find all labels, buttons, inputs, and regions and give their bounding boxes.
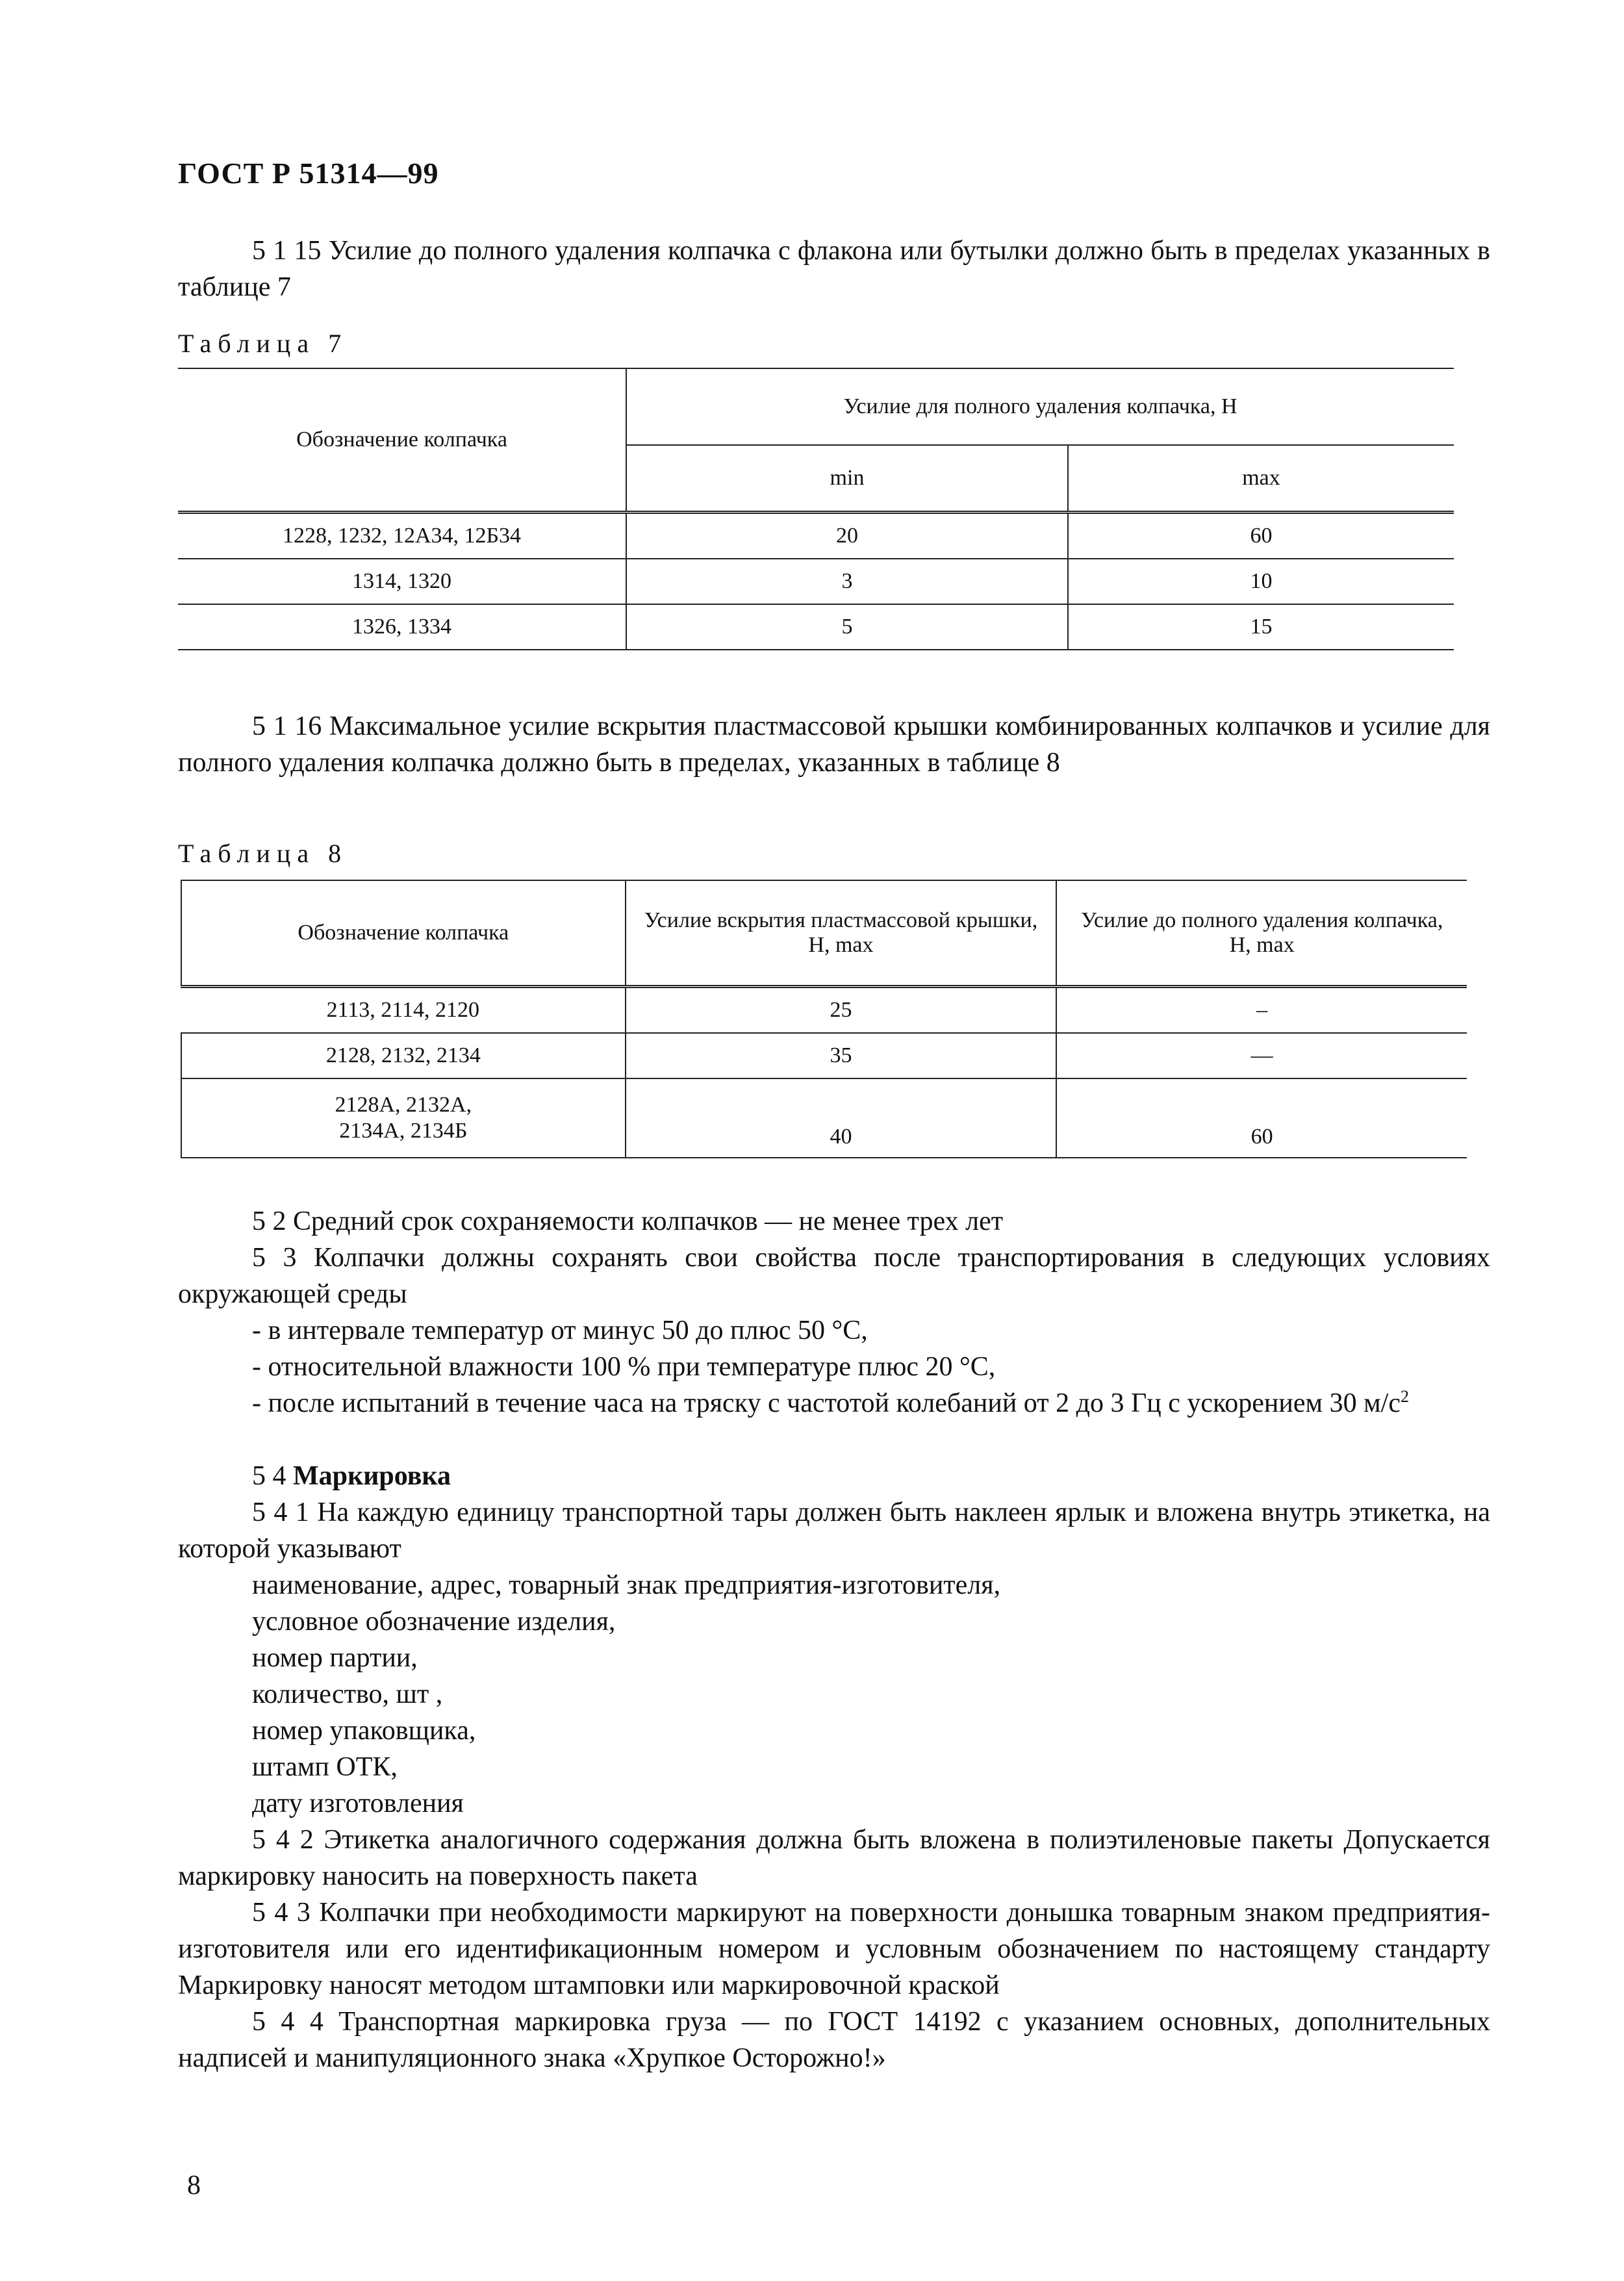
paragraph-5-3-item-c bbox=[178, 1385, 1490, 1421]
paragraph-5-3-item-b: - относительной влажности 100 % при температуре плюс 20 °С, bbox=[252, 1352, 996, 1382]
list-item: количество, шт , bbox=[252, 1679, 443, 1709]
table-8-cell-designation-line-1: 2128А, 2132А, bbox=[335, 1093, 472, 1117]
list-item: наименование, адрес, товарный знак предприятия-изготовителя, bbox=[252, 1570, 1001, 1600]
list-item: номер упаковщика, bbox=[252, 1716, 476, 1746]
section-5-4-heading bbox=[178, 1458, 1490, 1494]
paragraph-5-3-item-c-text: - после испытаний в течение часа на тряску с частотой колебаний от 2 до 3 Гц с ускорением 30 м/с bbox=[252, 1388, 1401, 1418]
paragraph-5-4-2: 5 4 2 Этикетка аналогичного содержания должна быть вложена в полиэтиленовые пакеты Допускается маркировку наносить на поверхность пакета bbox=[178, 1825, 1490, 1891]
table-row bbox=[181, 1078, 1467, 1158]
table-row bbox=[178, 513, 1454, 559]
section-5-4-number: 5 4 bbox=[252, 1461, 286, 1491]
table-row bbox=[178, 559, 1454, 604]
table-8-cell-remove: – bbox=[1056, 987, 1467, 1034]
table-7 bbox=[178, 368, 1454, 650]
table-7-cell-designation: 1326, 1334 bbox=[178, 604, 626, 650]
table-8-header-remove: Усилие до полного удаления колпачка, Н, max bbox=[1056, 880, 1467, 987]
table-8-header-open: Усилие вскрытия пластмассовой крышки, Н, max bbox=[626, 880, 1057, 987]
superscript: 2 bbox=[1400, 1387, 1409, 1406]
list-item: номер партии, bbox=[252, 1643, 418, 1673]
document-header: ГОСТ Р 51314—99 bbox=[178, 157, 439, 190]
table-7-header-force: Усилие для полного удаления колпачка, Н bbox=[626, 368, 1454, 445]
table-7-cell-min: 20 bbox=[626, 513, 1068, 559]
list-item: дату изготовления bbox=[252, 1789, 464, 1818]
table-8-cell-remove: 60 bbox=[1056, 1078, 1467, 1158]
page-number: 8 bbox=[187, 2171, 201, 2200]
table-8-cell-designation-line-2: 2134А, 2134Б bbox=[339, 1119, 468, 1143]
table-7-cell-max: 60 bbox=[1068, 513, 1454, 559]
paragraph-5-2: 5 2 Средний срок сохраняемости колпачков — не менее трех лет bbox=[252, 1206, 1004, 1236]
paragraph-5-3-item-a: - в интервале температур от минус 50 до плюс 50 °С, bbox=[252, 1316, 868, 1345]
table-8-label: Таблица 8 bbox=[178, 839, 348, 868]
table-7-cell-max: 10 bbox=[1068, 559, 1454, 604]
table-8-cell-remove: — bbox=[1056, 1033, 1467, 1078]
list-item: условное обозначение изделия, bbox=[252, 1607, 616, 1637]
paragraph-5-1-16: 5 1 16 Максимальное усилие вскрытия пластмассовой крышки комбинированных колпачков и усилие для полного удаления колпачка должно быть в пределах, указанных в таблице 8 bbox=[178, 711, 1490, 778]
table-7-label: Таблица 7 bbox=[178, 329, 348, 358]
table-7-header-max: max bbox=[1068, 445, 1454, 513]
table-7-cell-min: 5 bbox=[626, 604, 1068, 650]
table-8-cell-designation: 2113, 2114, 2120 bbox=[181, 987, 626, 1034]
table-8-cell-designation: 2128, 2132, 2134 bbox=[181, 1033, 626, 1078]
table-8-cell-open: 25 bbox=[626, 987, 1057, 1034]
table-7-cell-max: 15 bbox=[1068, 604, 1454, 650]
table-8-cell-open: 40 bbox=[626, 1078, 1057, 1158]
paragraph-5-4-4: 5 4 4 Транспортная маркировка груза — по ГОСТ 14192 с указанием основных, дополнительных надписей и манипуляционного знака «Хрупкое Осторожно!» bbox=[178, 2007, 1490, 2073]
table-row bbox=[181, 987, 1467, 1034]
table-8-cell-open: 35 bbox=[626, 1033, 1057, 1078]
table-7-cell-min: 3 bbox=[626, 559, 1068, 604]
paragraph-5-3: 5 3 Колпачки должны сохранять свои свойства после транспортирования в следующих условиях окружающей среды bbox=[178, 1243, 1490, 1309]
table-row bbox=[178, 604, 1454, 650]
table-8 bbox=[181, 880, 1467, 1158]
list-item: штамп ОТК, bbox=[252, 1752, 398, 1782]
section-5-4-title: Маркировка bbox=[293, 1461, 451, 1491]
paragraph-5-1-15: 5 1 15 Усилие до полного удаления колпачка с флакона или бутылки должно быть в пределах указанных в таблице 7 bbox=[178, 236, 1490, 302]
table-8-cell-designation bbox=[181, 1078, 626, 1158]
table-7-header-min: min bbox=[626, 445, 1068, 513]
table-8-header-designation: Обозначение колпачка bbox=[181, 880, 626, 987]
table-7-cell-designation: 1314, 1320 bbox=[178, 559, 626, 604]
table-7-cell-designation: 1228, 1232, 12А34, 12Б34 bbox=[178, 513, 626, 559]
table-row bbox=[181, 1033, 1467, 1078]
paragraph-5-4-3: 5 4 3 Колпачки при необходимости маркируют на поверхности донышка товарным знаком предприятия-изготовителя или его идентификационным номером и условным обозначением по настоящему стандарту Маркировку наносят методом штамповки или маркировочной краской bbox=[178, 1898, 1490, 2000]
paragraph-5-4-1: 5 4 1 На каждую единицу транспортной тары должен быть наклеен ярлык и вложена внутрь этикетка, на которой указывают bbox=[178, 1497, 1490, 1564]
table-7-header-designation: Обозначение колпачка bbox=[178, 368, 626, 513]
